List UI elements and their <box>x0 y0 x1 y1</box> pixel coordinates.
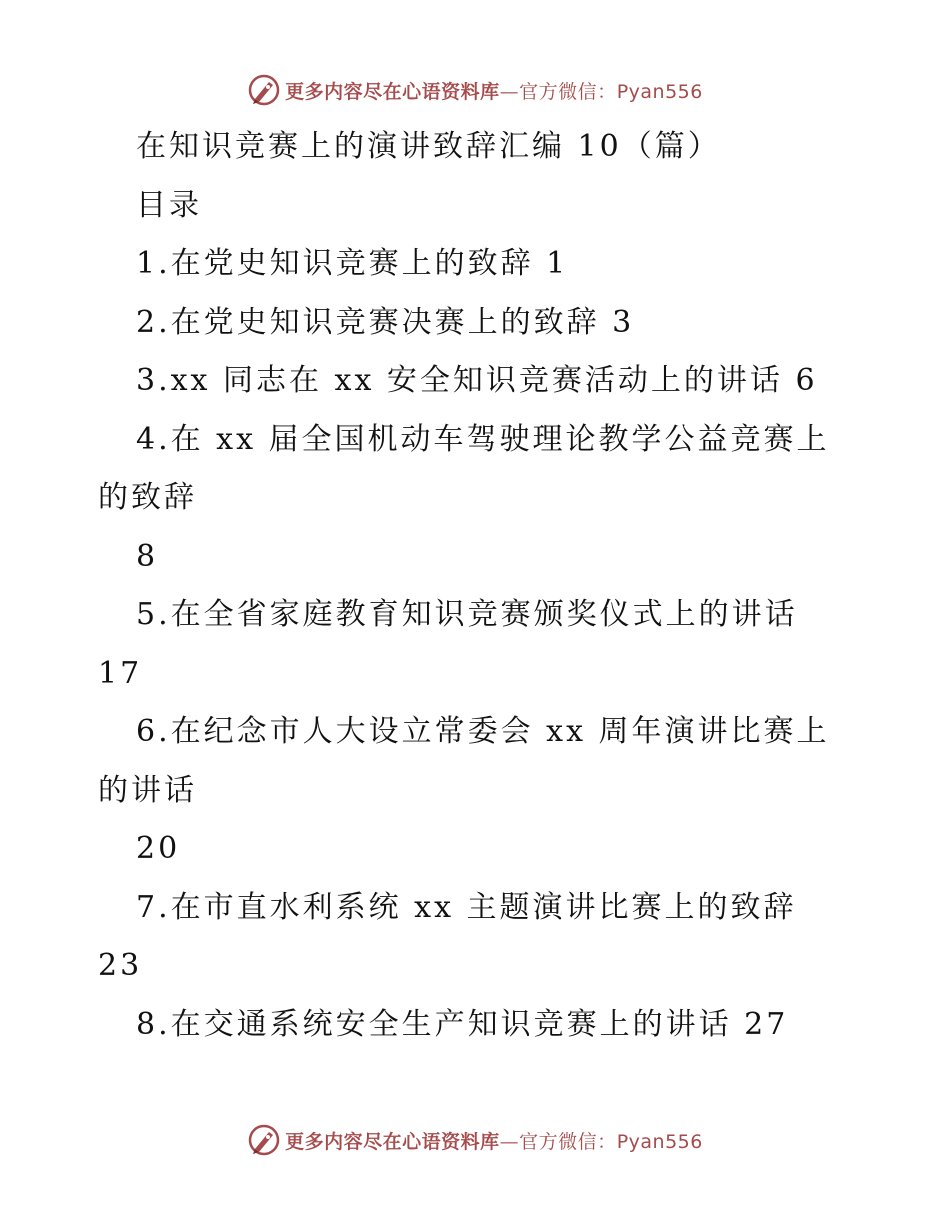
toc-line: 8.在交通系统安全生产知识竞赛上的讲话 27 <box>136 1006 789 1042</box>
watermark-separator: — <box>499 1130 520 1153</box>
watermark-site: 更多内容尽在心语资料库 <box>285 80 500 103</box>
toc-heading: 目录 <box>136 187 202 223</box>
watermark-site: 更多内容尽在心语资料库 <box>285 1130 500 1153</box>
toc-line: 4.在 xx 届全国机动车驾驶理论教学公益竞赛上 <box>136 421 830 457</box>
toc-line: 5.在全省家庭教育知识竞赛颁奖仪式上的讲话 <box>136 597 798 632</box>
watermark-separator: — <box>499 80 520 103</box>
toc-line-continuation: 的致辞 <box>98 480 197 515</box>
toc-line: 2.在党史知识竞赛决赛上的致辞 3 <box>136 304 635 340</box>
watermark-wechat-id: Pyan556 <box>616 1130 703 1153</box>
watermark-text <box>285 1127 703 1154</box>
document-title: 在知识竞赛上的演讲致辞汇编 10（篇） <box>136 129 721 164</box>
toc-line: 6.在纪念市人大设立常委会 xx 周年演讲比赛上 <box>136 714 830 749</box>
toc-line: 3.xx 同志在 xx 安全知识竞赛活动上的讲话 6 <box>136 363 818 398</box>
watermark-wechat-label: 官方微信： <box>519 1130 617 1153</box>
toc-line: 1.在党史知识竞赛上的致辞 1 <box>136 246 569 281</box>
toc-line-continuation: 的讲话 <box>98 772 197 808</box>
toc-page-number: 17 <box>98 655 143 691</box>
toc-page-number: 8 <box>136 538 159 574</box>
toc-page-number: 23 <box>98 948 143 983</box>
toc-page-number: 20 <box>136 831 181 866</box>
pen-logo-icon <box>247 73 281 107</box>
watermark-wechat-label: 官方微信： <box>519 80 617 103</box>
watermark-banner-top <box>0 70 950 110</box>
document-body <box>98 118 858 1054</box>
toc-line: 7.在市直水利系统 xx 主题演讲比赛上的致辞 <box>136 889 797 925</box>
watermark-banner-bottom <box>0 1120 950 1160</box>
pen-logo-icon <box>247 1123 281 1157</box>
watermark-wechat-id: Pyan556 <box>616 80 703 103</box>
watermark-text <box>285 77 703 104</box>
